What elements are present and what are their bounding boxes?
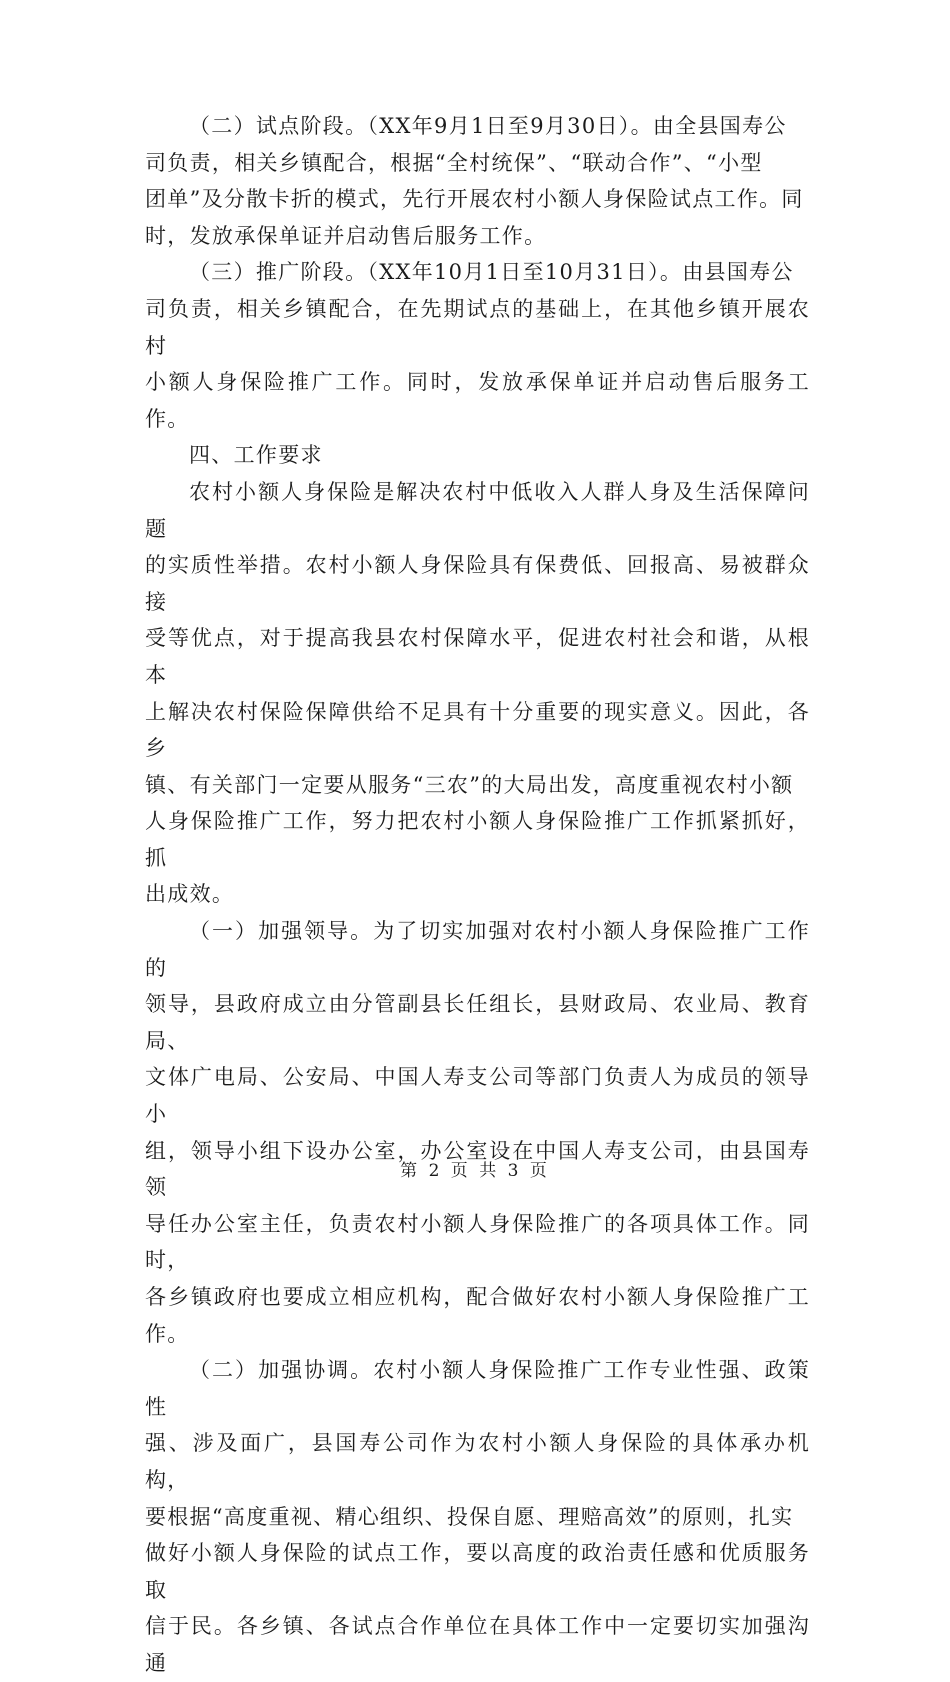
- section-heading-work-requirements: 四、工作要求: [189, 443, 323, 468]
- paragraph-strengthen-leadership: （一）加强领导。为了切实加强对农村小额人身保险推广工作的 领导，县政府成立由分管副县长任组长，县财政局、农业局、教育局、 文体广电局、公安局、中国人寿支公司等部门负责人为成员的领导小 组，领导小组下设办公室，办公室设在中国人寿支公司，由县国寿领 导任办公室主任，负责农村小额人身保险推广的各项具体工作。同时， 各乡镇政府也要成立相应机构，配合做好农村小额人身保险推广工作。: [145, 919, 810, 1346]
- page-footer: 第 2 页 共 3 页: [400, 1161, 550, 1181]
- paragraph-strengthen-coordination: （二）加强协调。农村小额人身保险推广工作专业性强、政策性 强、涉及面广，县国寿公司作为农村小额人身保险的具体承办机构， 要根据“高度重视、精心组织、投保自愿、理赔高效”的原则，扎实 做好小额人身保险的试点工作，要以高度的政治责任感和优质服务取 信于民。各乡镇、各试点合作单位在具体工作中一定要切实加强沟通: [145, 1358, 810, 1675]
- paragraph-promotion-stage: （三）推广阶段。（XX年10月1日至10月31日）。由县国寿公 司负责，相关乡镇配合，在先期试点的基础上，在其他乡镇开展农村 小额人身保险推广工作。同时，发放承保单证并启动售后服务工作。: [145, 260, 810, 431]
- paragraph-intro-requirements: 农村小额人身保险是解决农村中低收入人群人身及生活保障问题 的实质性举措。农村小额人身保险具有保费低、回报高、易被群众接 受等优点，对于提高我县农村保障水平，促进农村社会和谐，从根本 上解决农村保险保障供给不足具有十分重要的现实意义。因此，各乡 镇、有关部门一定要从服务“三农”的大局出发，高度重视农村小额 人身保险推广工作，努力把农村小额人身保险推广工作抓紧抓好，抓 出成效。: [145, 479, 810, 907]
- paragraph-pilot-stage: （二）试点阶段。（XX年9月1日至9月30日）。由全县国寿公 司负责，相关乡镇配合，根据“全村统保”、“联动合作”、“小型 团单”及分散卡折的模式，先行开展农村小额人身保险试点工作。同 时，发放承保单证并启动售后服务工作。: [145, 114, 804, 248]
- document-page: [145, 108, 810, 1682]
